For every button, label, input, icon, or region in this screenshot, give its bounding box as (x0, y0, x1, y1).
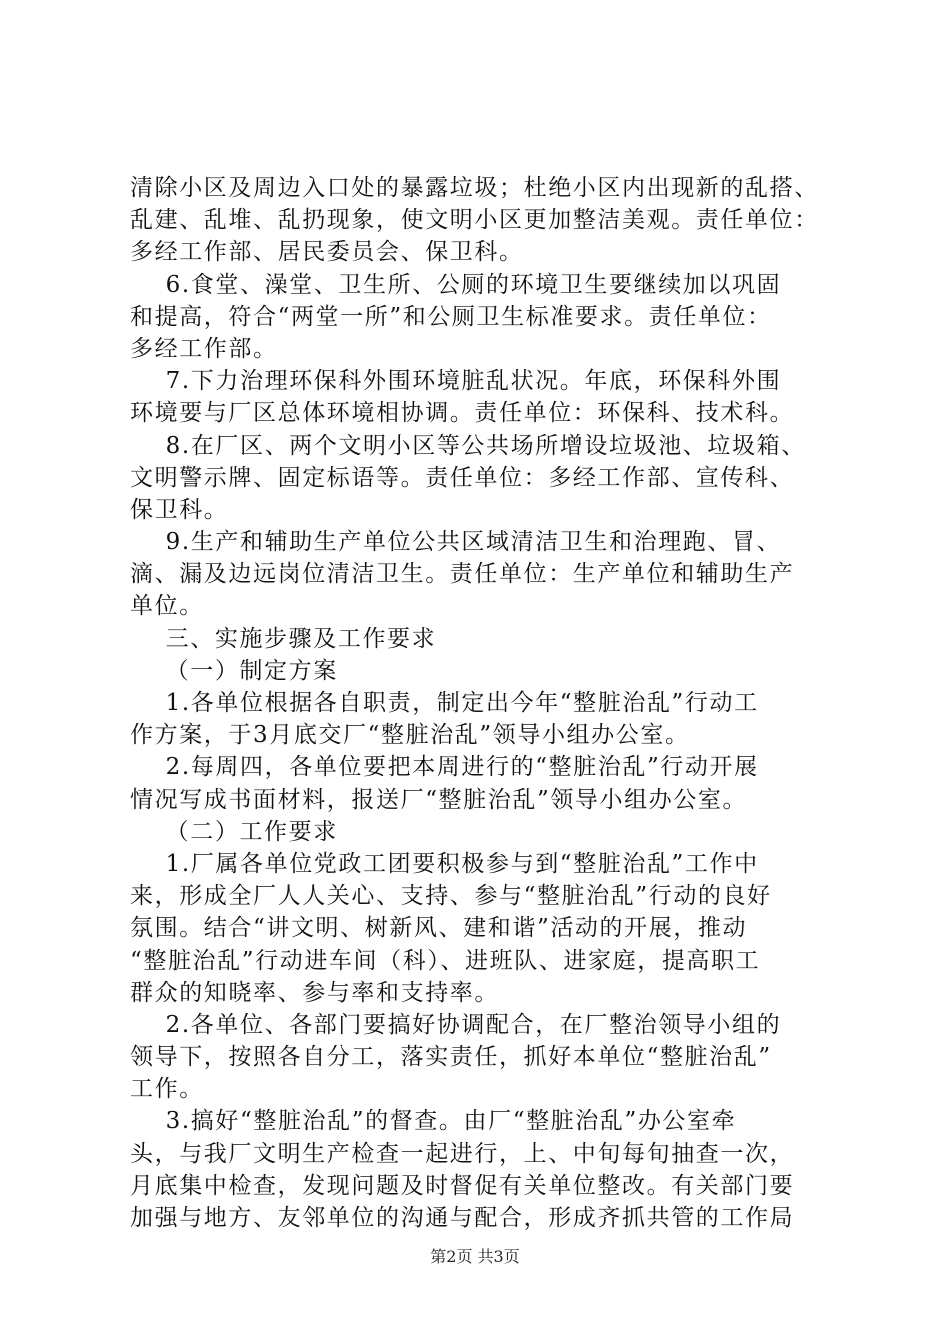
text-line: 来，形成全厂人人关心、支持、参与“整脏治乱”行动的良好 (130, 883, 772, 910)
text-line: 领导下，按照各自分工，落实责任，抓好本单位“整脏治乱” (130, 1044, 772, 1071)
text-line: 9.生产和辅助生产单位公共区域清洁卫生和治理跑、冒、 (130, 529, 782, 556)
text-line: 3.搞好“整脏治乱”的督查。由厂“整脏治乱”办公室牵 (130, 1108, 737, 1135)
text-line: 8.在厂区、两个文明小区等公共场所增设垃圾池、垃圾箱、 (130, 432, 806, 459)
text-line: 文明警示牌、固定标语等。责任单位：多经工作部、宣传科、 (130, 464, 795, 491)
text-line: 2.各单位、各部门要搞好协调配合，在厂整治领导小组的 (130, 1011, 782, 1038)
text-line: 头，与我厂文明生产检查一起进行，上、中旬每旬抽查一次， (130, 1140, 795, 1167)
text-line: 乱建、乱堆、乱扔现象，使文明小区更加整洁美观。责任单位： (130, 207, 819, 234)
text-line: 单位。 (130, 593, 204, 620)
section-heading: 三、实施步骤及工作要求 (130, 625, 437, 652)
page-number-footer: 第2页 共3页 (430, 1247, 520, 1266)
text-line: 和提高，符合“两堂一所”和公厕卫生标准要求。责任单位： (130, 303, 772, 330)
text-line: 2.每周四，各单位要把本周进行的“整脏治乱”行动开展 (130, 754, 759, 781)
text-line: 保卫科。 (130, 496, 229, 523)
text-line: 多经工作部、居民委员会、保卫科。 (130, 239, 524, 266)
text-line: 加强与地方、友邻单位的沟通与配合，形成齐抓共管的工作局 (130, 1205, 795, 1231)
text-line: 作方案，于3月底交厂“整脏治乱”领导小组办公室。 (130, 722, 690, 749)
text-line: 清除小区及周边入口处的暴露垃圾；杜绝小区内出现新的乱搭、 (130, 175, 819, 201)
text-line: 1.厂属各单位党政工团要积极参与到“整脏治乱”工作中 (130, 850, 759, 877)
text-line: 氛围。结合“讲文明、树新风、建和谐”活动的开展，推动 (130, 915, 748, 942)
document-body (130, 172, 840, 1234)
subsection-heading: （一）制定方案 (130, 657, 338, 684)
text-line: “整脏治乱”行动进车间（科）、进班队、进家庭，提高职工 (130, 947, 761, 974)
text-line: 环境要与厂区总体环境相协调。责任单位：环保科、技术科。 (130, 400, 795, 427)
text-line: 工作。 (130, 1076, 204, 1103)
subsection-heading: （二）工作要求 (130, 818, 338, 845)
text-line: 6.食堂、澡堂、卫生所、公厕的环境卫生要继续加以巩固 (130, 271, 782, 298)
text-line: 7.下力治理环保科外围环境脏乱状况。年底，环保科外围 (130, 368, 782, 395)
text-line: 多经工作部。 (130, 335, 278, 362)
text-line: 群众的知晓率、参与率和支持率。 (130, 979, 499, 1006)
text-line: 月底集中检查，发现问题及时督促有关单位整改。有关部门要 (130, 1172, 795, 1199)
text-line: 1.各单位根据各自职责，制定出今年“整脏治乱”行动工 (130, 690, 759, 716)
text-line: 情况写成书面材料，报送厂“整脏治乱”领导小组办公室。 (130, 786, 748, 813)
text-line: 滴、漏及边远岗位清洁卫生。责任单位：生产单位和辅助生产 (130, 561, 795, 588)
